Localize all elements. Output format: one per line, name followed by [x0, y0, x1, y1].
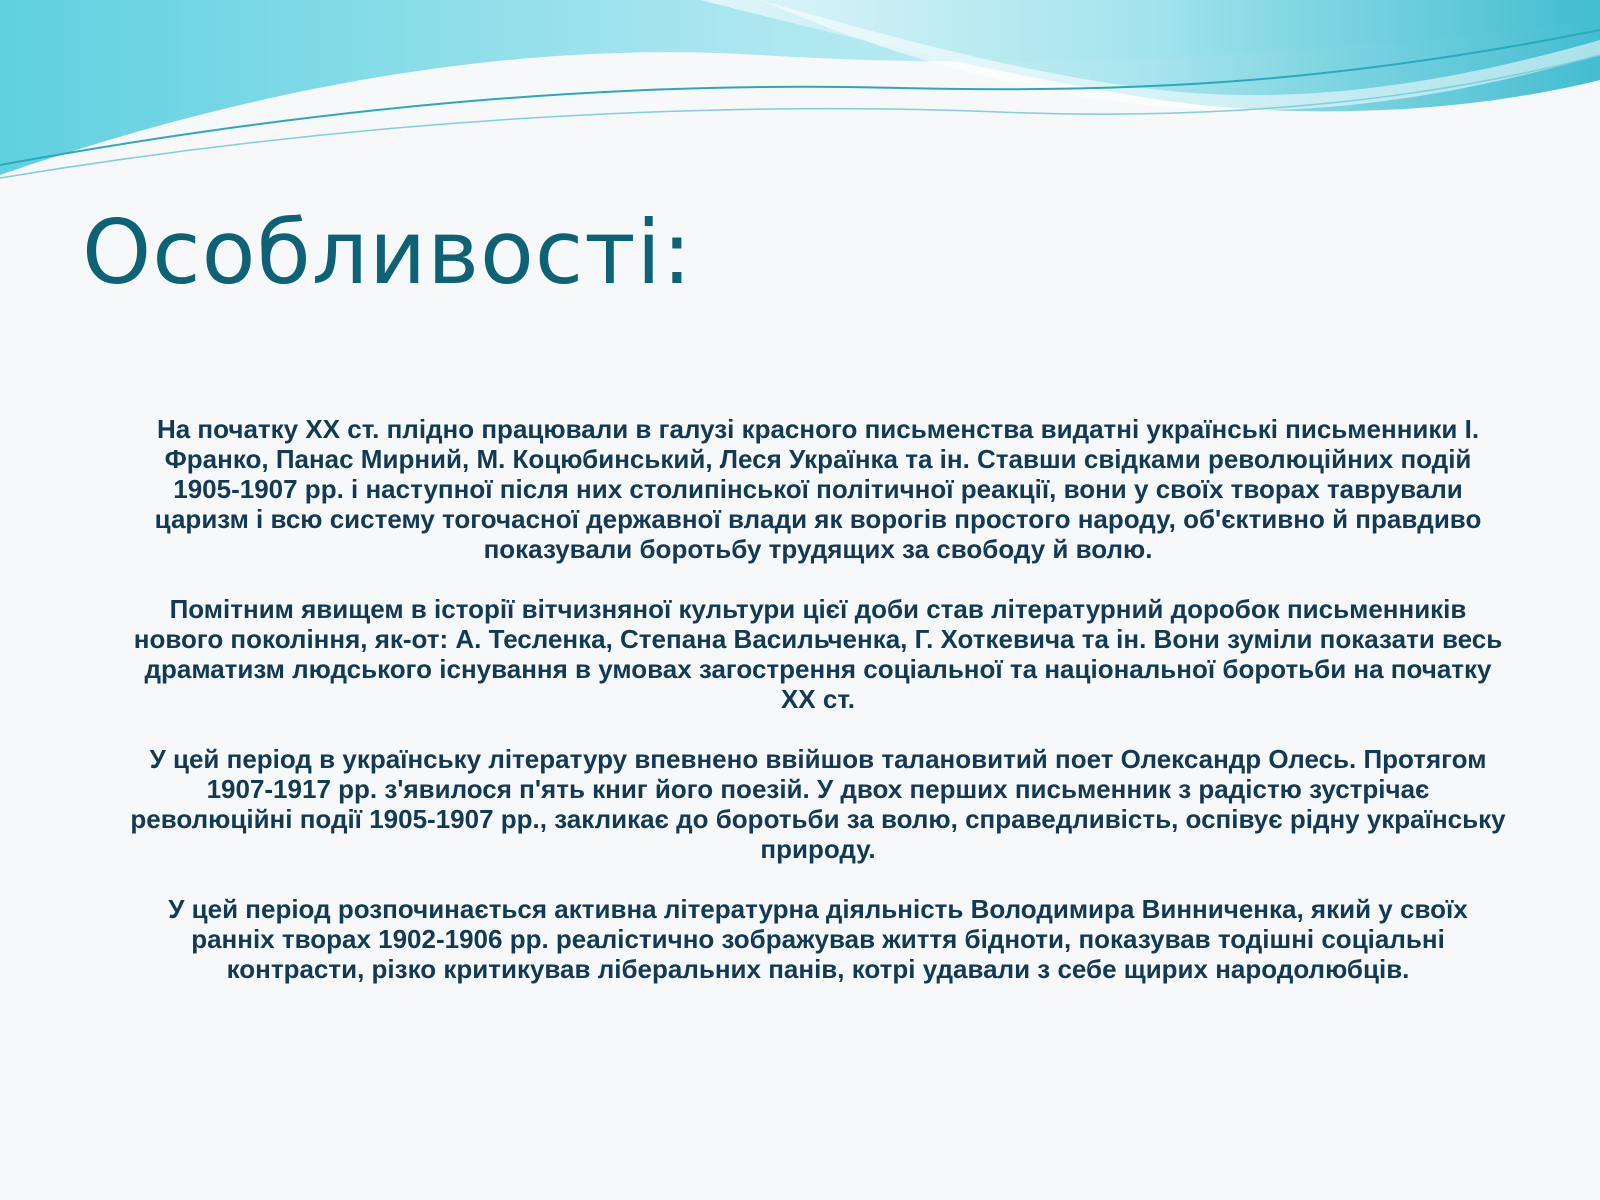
slide-body [128, 414, 1508, 984]
wave-header-decoration [0, 0, 1600, 190]
paragraph-4: У цей період розпочинається активна літературна діяльність Володимира Винниченка, який у своїх ранніх творах 1902-1906 рр. реалістично зображував життя бідноти, показував тодішні соціальні контрасти, різко критикував ліберальних панів, котрі удавали з себе щирих народолюбців. [168, 894, 1468, 984]
paragraph-3: У цей період в українську літературу впевнено ввійшов талановитий поет Олександр Олесь. Протягом 1907-1917 рр. з'явилося п'ять книг його поезій. У двох перших письменник з радістю зустрічає революційні події 1905-1907 рр., закликає до боротьби за волю, справедливість, оспівує рідну українську природу. [130, 744, 1506, 864]
paragraph-1: На початку XX ст. плідно працювали в галузі красного письменства видатні українські письменники І. Франко, Панас Мирний, М. Коцюбинський, Леся Українка та ін. Ставши свідками революційних подій 1905-1907 рр. і наступної після них столипінської політичної реакції, вони у своїх творах таврували царизм і всю систему тогочасної державної влади як ворогів простого народу, об'єктивно й правдиво показували боротьбу трудящих за свободу й волю. [154, 414, 1482, 564]
paragraph-2: Помітним явищем в історії вітчизняної культури цієї доби став літературний доробок письменників нового покоління, як-от: А. Тесленка, Степана Васильченка, Г. Хоткевича та ін. Вони зуміли показати весь драматизм людського існування в умовах загострення соціальної та національної боротьби на початку XX ст. [133, 594, 1503, 714]
slide-title: Особливості: [82, 201, 693, 304]
